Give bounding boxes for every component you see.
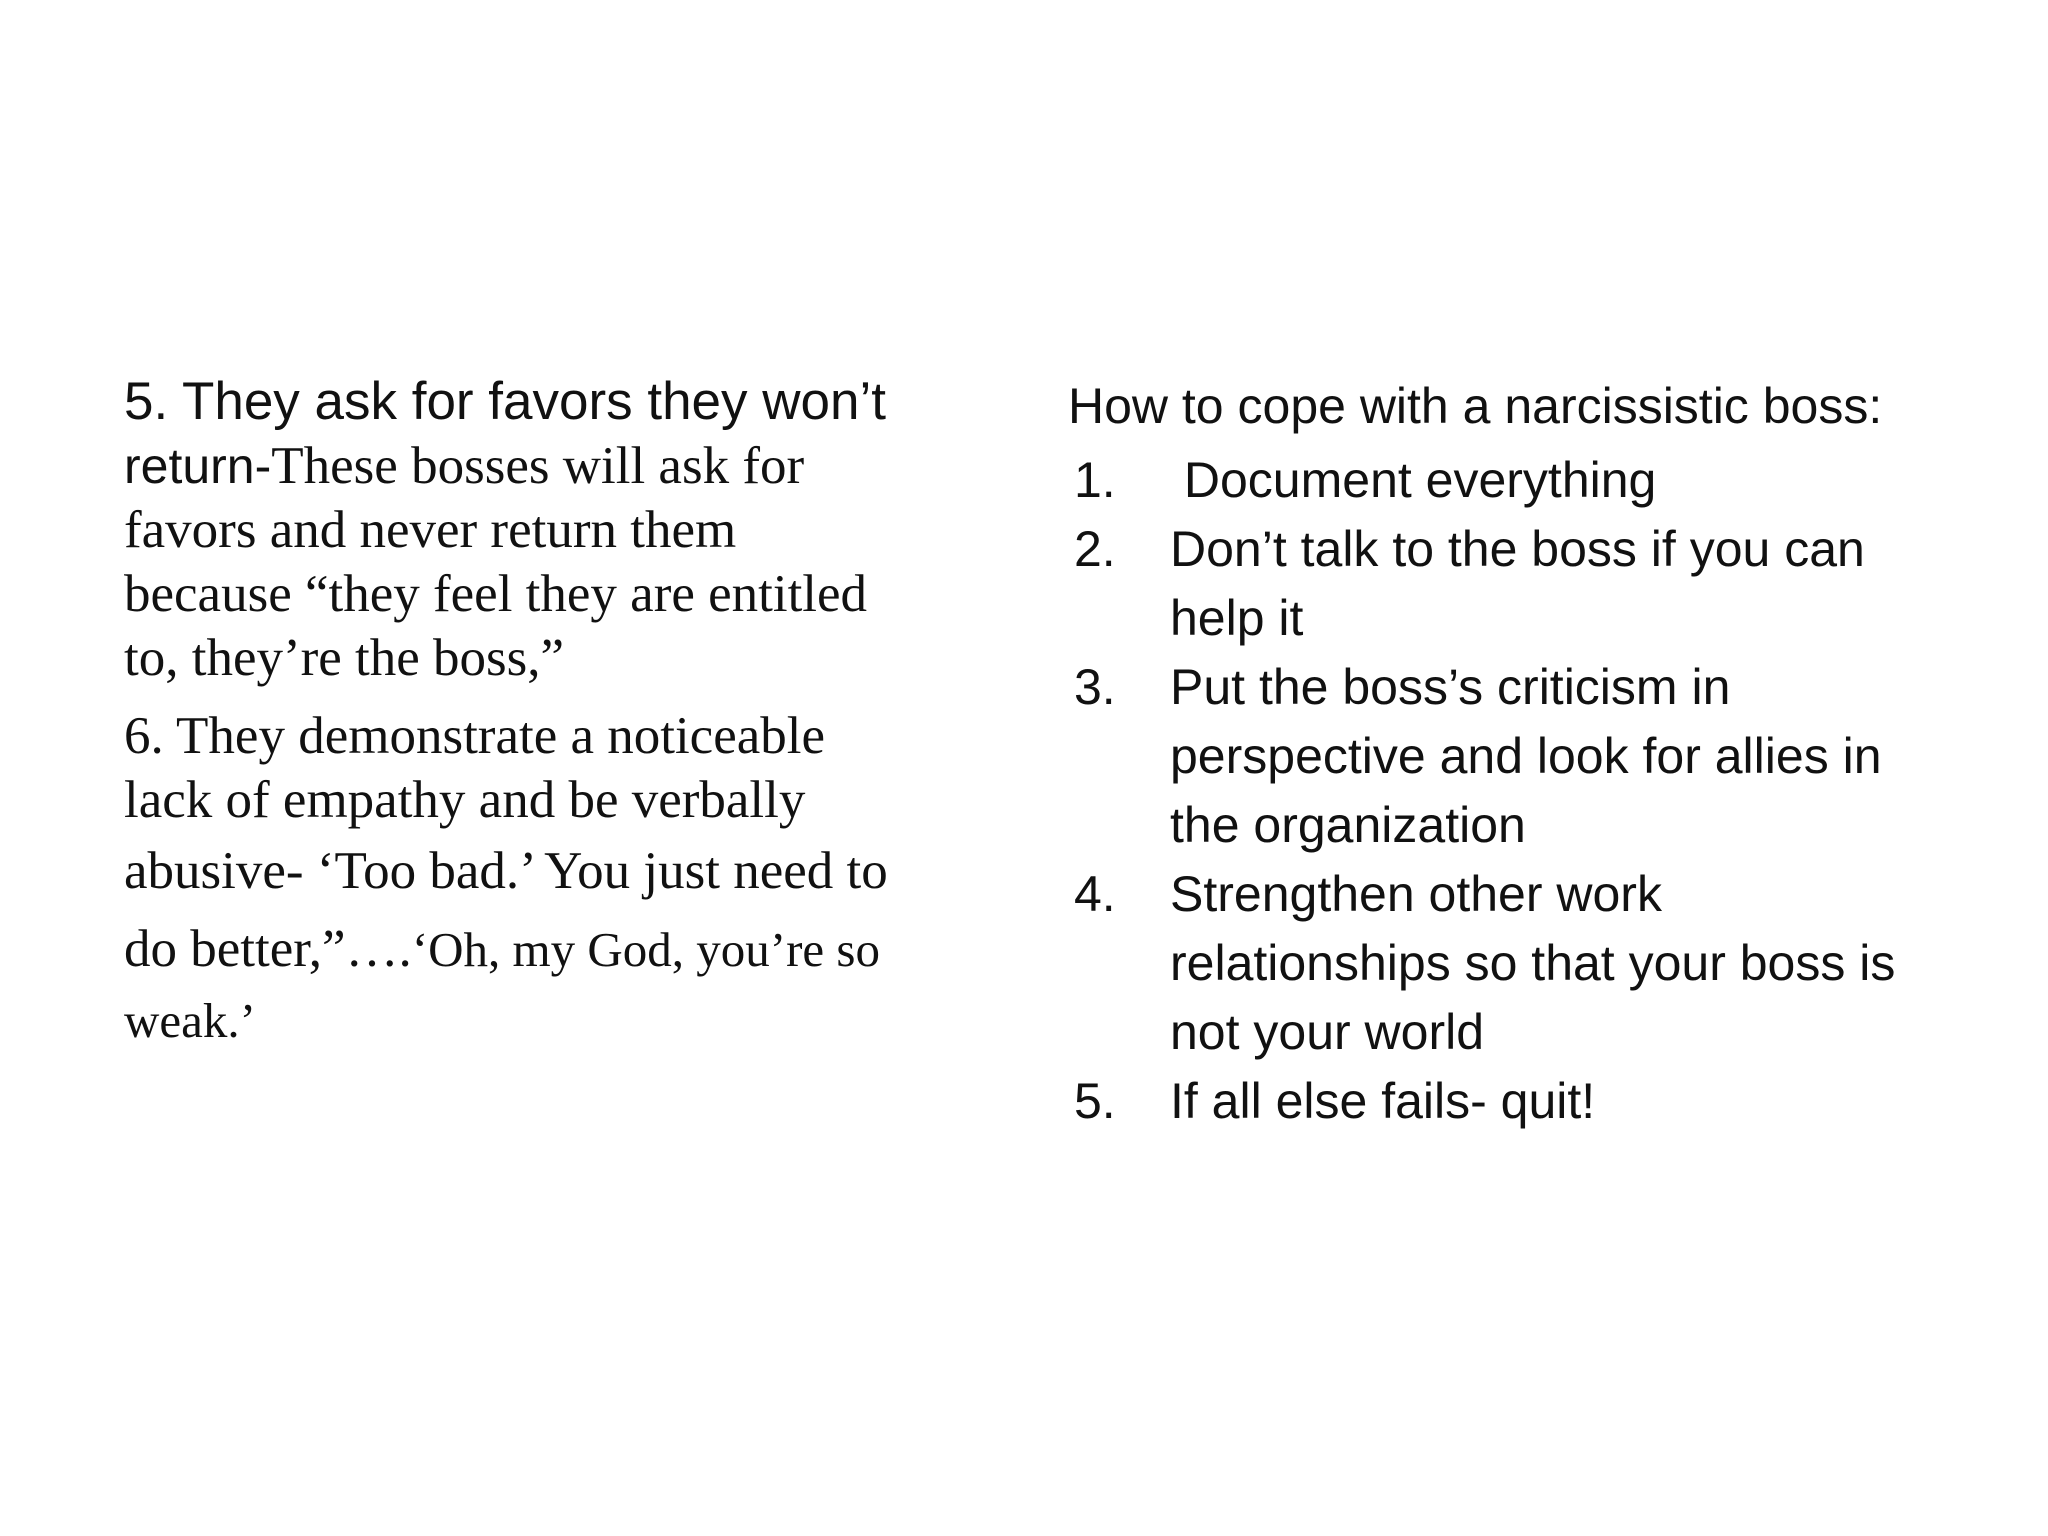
coping-step-4 (1068, 860, 1968, 1067)
coping-step-4-line-2: relationships so that your boss is (1170, 935, 1896, 991)
item-5-line-1 (124, 434, 984, 498)
coping-step-1-number: 1. (1074, 452, 1116, 508)
coping-step-1-line-1: Document everything (1170, 452, 1657, 508)
item-6-line-4-b: ‘Oh, my God, you’re so (411, 922, 880, 977)
coping-step-5-text (1170, 1067, 1968, 1136)
coping-step-1 (1068, 446, 1968, 515)
coping-step-2-number: 2. (1074, 521, 1116, 577)
coping-step-3-line-3: the organization (1170, 797, 1526, 853)
coping-steps-list (1068, 446, 1968, 1136)
item-6-line-4-a: do better,”…. (124, 920, 412, 978)
coping-step-3 (1068, 653, 1968, 860)
item-5-line-4: to, they’re the boss,” (124, 629, 565, 687)
coping-step-1-text (1170, 446, 1968, 515)
coping-step-4-number: 4. (1074, 866, 1116, 922)
item-6-line-1: 6. They demonstrate a noticeable (124, 707, 826, 765)
coping-step-3-line-2: perspective and look for allies in (1170, 728, 1882, 784)
left-text-column (124, 370, 984, 1067)
item-6-line-2: lack of empathy and be verbally (124, 771, 806, 829)
right-text-column (1068, 372, 1968, 1136)
coping-step-5-line-1: If all else fails- quit! (1170, 1073, 1596, 1129)
item-5-line-1-rest: These bosses will ask for (271, 437, 805, 495)
coping-step-4-line-1: Strengthen other work (1170, 866, 1662, 922)
coping-step-5 (1068, 1067, 1968, 1136)
item-6-line-5: weak.’ (124, 993, 256, 1048)
item-5-paragraph (124, 370, 984, 690)
item-5-line-3: because “they feel they are entitled (124, 565, 868, 623)
coping-step-5-number: 5. (1074, 1073, 1116, 1129)
coping-step-3-number: 3. (1074, 659, 1116, 715)
coping-step-2-line-1: Don’t talk to the boss if you can (1170, 521, 1865, 577)
item-5-line-1-sans: return- (124, 438, 272, 494)
coping-step-3-text (1170, 653, 1968, 860)
item-6-line-3: abusive- ‘Too bad.’ You just need to (124, 842, 888, 900)
item-6-paragraph (124, 704, 984, 1053)
coping-heading: How to cope with a narcissistic boss: (1068, 378, 1883, 434)
coping-step-2 (1068, 515, 1968, 653)
coping-step-2-line-2: help it (1170, 590, 1304, 646)
coping-step-4-line-3: not your world (1170, 1004, 1485, 1060)
coping-step-4-text (1170, 860, 1968, 1067)
coping-step-3-line-1: Put the boss’s criticism in (1170, 659, 1731, 715)
item-5-lead-line: 5. They ask for favors they won’t (124, 372, 886, 431)
coping-step-2-text (1170, 515, 1968, 653)
item-6-line-4 (124, 910, 984, 989)
item-5-line-2: favors and never return them (124, 501, 737, 559)
